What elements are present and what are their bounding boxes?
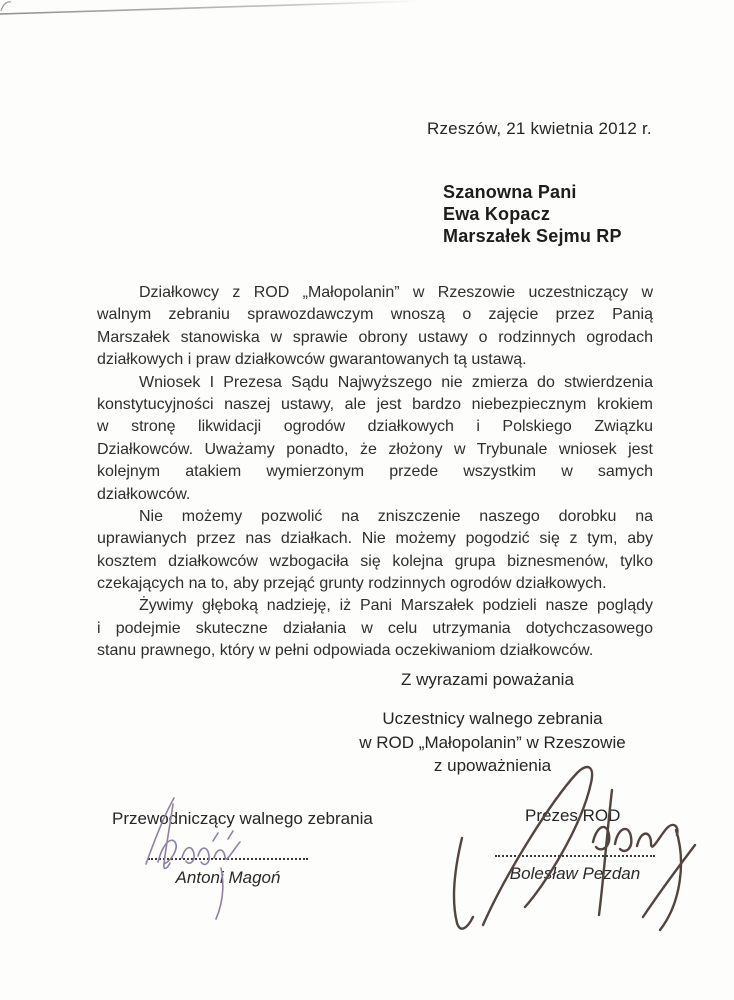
right-signature-title: Prezes ROD	[525, 806, 621, 825]
left-signature-title: Przewodniczący walnego zebrania	[112, 809, 373, 828]
body-line: działkowych i praw działkowców gwarantowanych tą ustawą.	[97, 351, 527, 369]
left-signature-dotted-line	[148, 858, 308, 860]
left-signature-name: Antoni Magoń	[175, 868, 281, 887]
body-line: i podejmie skuteczne działania w celu utrzymania dotychczasowego	[97, 619, 653, 637]
body-line: kosztem działkowców wzbogaciła się kolejna grupa biznesmenów, tylko	[97, 552, 653, 570]
letter-body	[97, 282, 653, 663]
body-line: czekających na to, aby przejąć grunty rodzinnych ogrodów działkowych.	[97, 575, 607, 593]
body-line: uprawianych przez nas działkach. Nie możemy pogodzić się z tym, aby	[97, 530, 653, 548]
body-line: Działkowcy z ROD „Małopolanin” w Rzeszowie uczestniczący w	[139, 284, 653, 301]
body-line: działkowców.	[97, 485, 191, 503]
scan-edge-artifact	[0, 0, 734, 24]
body-line: w stronę likwidacji ogrodów działkowych i Polskiego Związku	[97, 418, 653, 436]
signoff-block	[330, 707, 655, 778]
body-line: walnym zebraniu sprawozdawczym wnoszą o zajęcie przez Panią	[97, 306, 653, 324]
body-line: Nie możemy pozwolić na zniszczenie naszego dorobku na	[139, 507, 653, 525]
right-signature-dotted-line	[495, 855, 655, 857]
handwritten-signature-left	[128, 782, 328, 932]
body-line: Wniosek I Prezesa Sądu Najwyższego nie zmierza do stwierdzenia	[139, 373, 653, 391]
addressee-title: Marszałek Sejmu RP	[443, 226, 622, 246]
right-signature-name: Bolesław Pezdan	[509, 864, 641, 883]
date-line: Rzeszów, 21 kwietnia 2012 r.	[427, 119, 652, 138]
body-line: konstytucyjności naszej ustawy, ale jest bardzo niebezpiecznym krokiem	[97, 395, 653, 413]
signoff-line: z upoważnienia	[433, 756, 552, 775]
addressee-salutation: Szanowna Pani	[443, 182, 577, 202]
addressee-name: Ewa Kopacz	[443, 204, 551, 224]
handwritten-signature-right	[447, 757, 707, 942]
signoff-line: Uczestnicy walnego zebrania	[382, 709, 603, 728]
body-line: Żywimy głęboką nadzieję, iż Pani Marszałek podzieli nasze poglądy	[139, 597, 653, 615]
body-line: stanu prawnego, który w pełni odpowiada oczekiwaniom działkowców.	[97, 642, 594, 660]
body-line: kolejnym atakiem wymierzonym przede wszystkim w samych	[97, 463, 653, 481]
body-line: Działkowców. Uważamy ponadto, że złożony w Trybunale wniosek jest	[97, 440, 653, 458]
signoff-line: w ROD „Małopolanin” w Rzeszowie	[359, 732, 626, 752]
addressee-block	[443, 181, 622, 247]
body-line: Marszałek stanowiska w sprawie obrony ustawy o rodzinnych ogrodach	[97, 328, 653, 346]
closing-phrase: Z wyrazami poważania	[401, 670, 574, 689]
